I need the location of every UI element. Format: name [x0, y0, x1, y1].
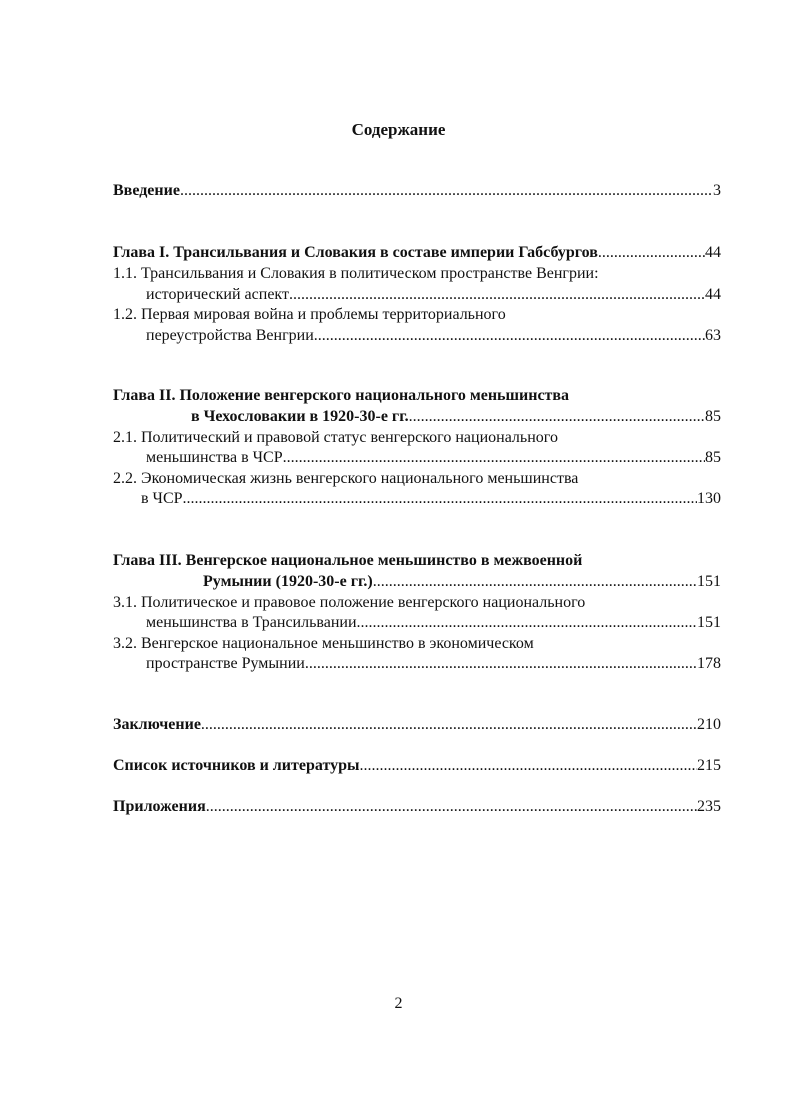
- leader-dots: [373, 572, 697, 592]
- leader-dots: [206, 797, 697, 817]
- toc-entry-label: Введение: [113, 182, 180, 199]
- toc-section-1-2-line1[interactable]: 1.2. Первая мировая война и проблемы территориального: [113, 306, 506, 323]
- toc-chapter-1[interactable]: [113, 243, 721, 263]
- toc-section-3-1[interactable]: [146, 613, 721, 633]
- toc-entry-appendix[interactable]: [113, 797, 721, 817]
- toc-entry-label: меньшинства в ЧСР: [146, 449, 283, 466]
- toc-entry-label: пространстве Румынии: [146, 655, 305, 672]
- toc-chapter-heading: Румынии (1920-30-е гг.): [203, 573, 373, 590]
- toc-entry-label: в ЧСР: [141, 490, 183, 507]
- page-title: Содержание: [351, 120, 446, 139]
- leader-dots: [598, 243, 705, 263]
- toc-section-2-1[interactable]: [146, 448, 721, 468]
- leader-dots: [314, 326, 705, 346]
- leader-dots: [180, 181, 713, 201]
- toc-chapter-2[interactable]: [191, 407, 721, 427]
- leader-dots: [357, 613, 697, 633]
- toc-section-3-2[interactable]: [146, 654, 721, 674]
- toc-entry-label: Заключение: [113, 716, 201, 733]
- leader-dots: [183, 489, 697, 509]
- toc-entry-label: исторический аспект: [146, 286, 289, 303]
- toc-entry-intro[interactable]: [113, 181, 721, 201]
- toc-entry-page: 44: [705, 244, 721, 261]
- toc-entry-label: Список источников и литературы: [113, 757, 360, 774]
- toc-entry-sources[interactable]: [113, 756, 721, 776]
- toc-entry-page: 85: [705, 449, 721, 466]
- toc-entry-page: 151: [697, 573, 721, 590]
- toc-entry-page: 151: [697, 614, 721, 631]
- toc-entry-page: 215: [697, 757, 721, 774]
- toc-entry-page: 3: [713, 182, 721, 199]
- toc-section-2-2[interactable]: [141, 489, 721, 509]
- toc-chapter-3-line1[interactable]: Глава III. Венгерское национальное меньшинство в межвоенной: [113, 552, 583, 569]
- toc-entry-page: 178: [697, 655, 721, 672]
- leader-dots: [201, 715, 697, 735]
- toc-section-3-1-line1[interactable]: 3.1. Политическое и правовое положение венгерского национального: [113, 594, 586, 611]
- toc-entry-page: 85: [705, 408, 721, 425]
- leader-dots: [289, 285, 705, 305]
- toc-entry-page: 210: [697, 716, 721, 733]
- toc-section-2-2-line1[interactable]: 2.2. Экономическая жизнь венгерского национального меньшинства: [113, 470, 579, 487]
- toc-section-1-1[interactable]: [146, 285, 721, 305]
- toc-section-3-2-line1[interactable]: 3.2. Венгерское национальное меньшинство в экономическом: [113, 635, 534, 652]
- toc-section-2-1-line1[interactable]: 2.1. Политический и правовой статус венгерского национального: [113, 429, 558, 446]
- toc-chapter-2-line1[interactable]: Глава II. Положение венгерского национального меньшинства: [113, 387, 570, 404]
- toc-chapter-heading: Глава I. Трансильвания и Словакия в составе империи Габсбургов: [113, 244, 598, 261]
- leader-dots: [409, 407, 705, 427]
- toc-entry-conclusion[interactable]: [113, 715, 721, 735]
- leader-dots: [283, 448, 705, 468]
- toc-chapter-heading: в Чехословакии в 1920-30-е гг.: [191, 408, 409, 425]
- toc-section-1-1-line1[interactable]: 1.1. Трансильвания и Словакия в политическом пространстве Венгрии:: [113, 265, 599, 282]
- leader-dots: [359, 756, 697, 776]
- toc-section-1-2[interactable]: [146, 326, 721, 346]
- toc-entry-page: 44: [705, 286, 721, 303]
- toc-entry-page: 235: [697, 798, 721, 815]
- toc-entry-page: 130: [697, 490, 721, 507]
- toc-chapter-3[interactable]: [203, 572, 721, 592]
- toc-entry-label: Приложения: [113, 798, 206, 815]
- toc-entry-page: 63: [705, 327, 721, 344]
- leader-dots: [305, 654, 697, 674]
- toc-entry-label: меньшинства в Трансильвании: [146, 614, 357, 631]
- toc-entry-label: переустройства Венгрии: [146, 327, 314, 344]
- page-number: 2: [394, 995, 403, 1012]
